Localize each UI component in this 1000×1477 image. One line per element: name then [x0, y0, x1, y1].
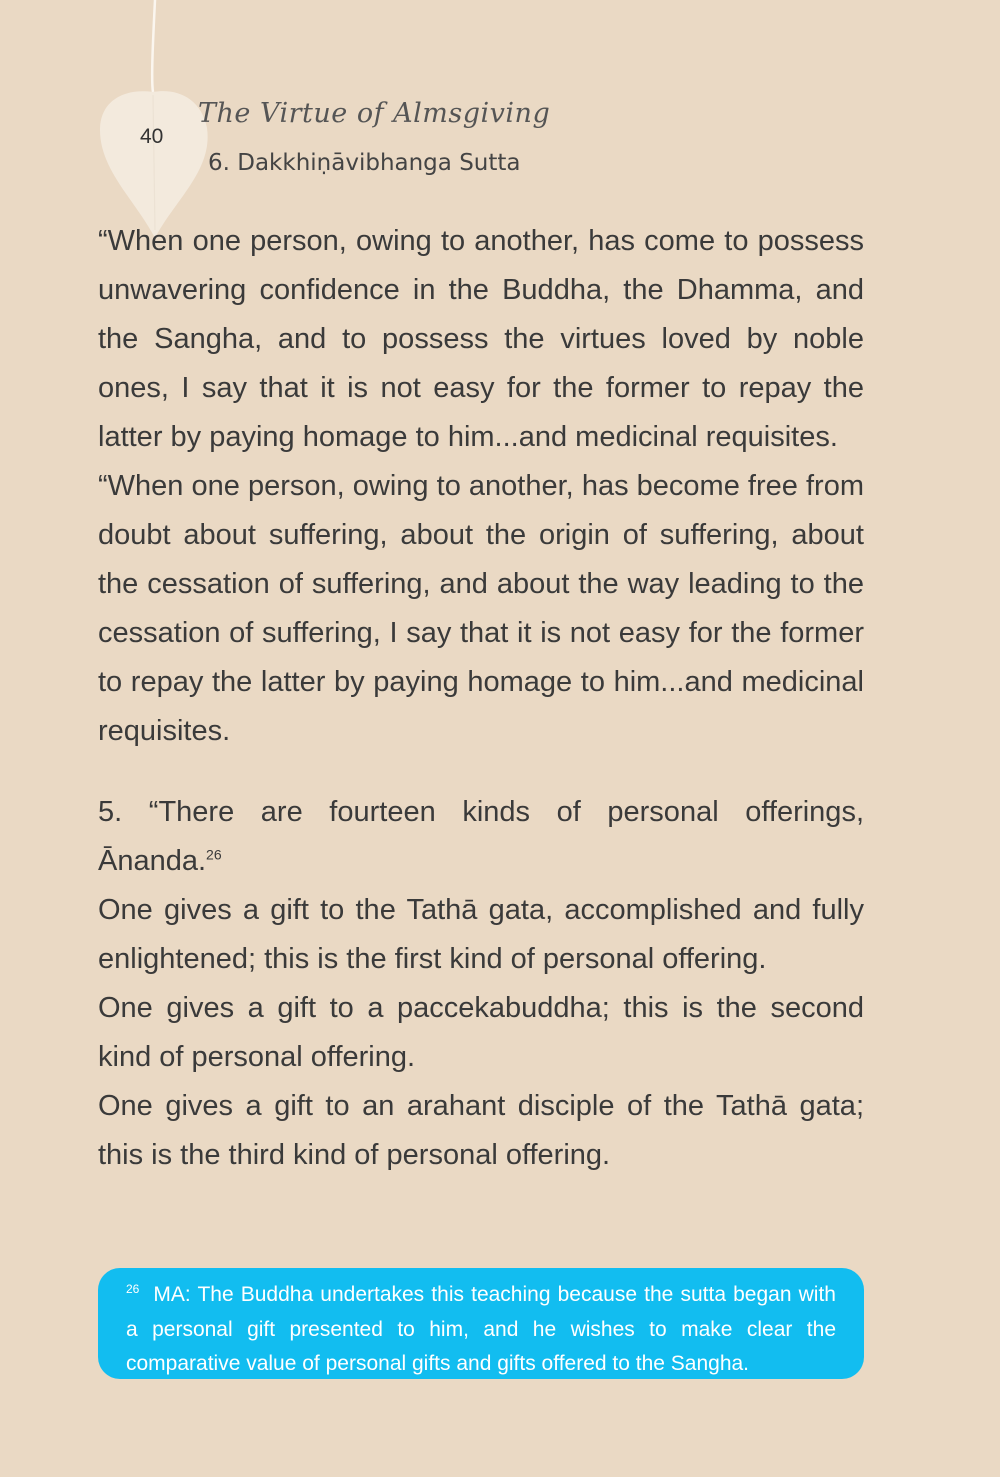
footnote-text: MA: The Buddha undertakes this teaching because the sutta began with a personal gift presented to him, and he wishes to make clear the comparative value of personal gifts and gifts offered to the Sangha. [126, 1283, 836, 1375]
footnote-reference[interactable]: 26 [206, 846, 222, 863]
paragraph: “When one person, owing to another, has come to possess unwavering confidence in the Buddha, the Dhamma, and the Sangha, and to possess the virtues loved by noble ones, I say that it is not easy for the former to repay the latter by paying homage to him...and medicinal requisites. [98, 225, 864, 453]
paragraph: One gives a gift to the Tathā gata, accomplished and fully enlightened; this is the first kind of personal offering. [98, 894, 864, 975]
paragraph-text: 5. “There are fourteen kinds of personal offerings, Ānanda. [98, 796, 864, 877]
bodhi-leaf-icon [95, 0, 215, 240]
paragraph-section-5 [98, 788, 864, 886]
paragraph: One gives a gift to a paccekabuddha; this is the second kind of personal offering. [98, 992, 864, 1073]
footnote-marker: 26 [126, 1282, 140, 1296]
main-text [98, 217, 864, 1180]
book-title: The Virtue of Almsgiving [198, 98, 551, 129]
paragraph: One gives a gift to an arahant disciple of the Tathā gata; this is the third kind of personal offering. [98, 1090, 864, 1171]
paragraph: “When one person, owing to another, has become free from doubt about suffering, about the origin of suffering, about the cessation of suffering, and about the way leading to the cessation of suffering, I say that it is not easy for the former to repay the latter by paying homage to him...and medicinal requisites. [98, 470, 864, 747]
page-number: 40 [140, 125, 164, 148]
footnote-box [98, 1268, 864, 1379]
chapter-title: 6. Dakkhiṇāvibhanga Sutta [208, 150, 521, 176]
